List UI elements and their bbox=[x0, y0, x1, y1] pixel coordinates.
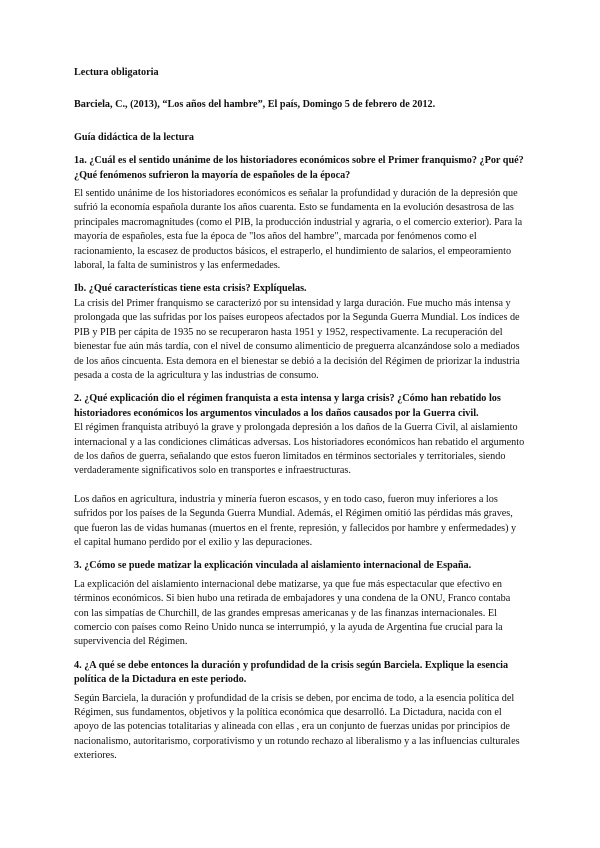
section-1b bbox=[74, 282, 526, 383]
section-2 bbox=[74, 392, 526, 550]
question-2: 2. ¿Qué explicación dio el régimen franquista a esta intensa y larga crisis? ¿Cómo han rebatido los historiadores económicos los argumentos vinculados a los daños causados por la Guerra civil. bbox=[74, 393, 501, 419]
question-3: 3. ¿Cómo se puede matizar la explicación vinculada al aislamiento internacional de España. bbox=[74, 560, 472, 572]
answer-1a: El sentido unánime de los historiadores económicos es señalar la profundidad y duración de la depresión que sufrió la economía española durante los años cuarenta. Esto se fundamenta en la evolución desastrosa de las principales macromagnitudes (como el PIB, la producción industrial y agraria, o el comercio exterior). Para la mayoría de españoles, esta fue la época de "los años del hambre", marcada por fenómenos como el racionamiento, la escasez de productos básicos, el estraperlo, el hundimiento de salarios, el empeoramiento laboral, la falta de suministros y las enfermedades. bbox=[74, 188, 523, 272]
document-page bbox=[74, 66, 526, 764]
question-1b: Ib. ¿Qué características tiene esta crisis? Explíquelas. bbox=[74, 283, 307, 295]
section-4 bbox=[74, 659, 526, 764]
citation: Barciela, C., (2013), “Los años del hambre”, El país, Domingo 5 de febrero de 2012. bbox=[74, 99, 436, 111]
answer-4: Según Barciela, la duración y profundidad de la crisis se deben, por encima de todo, a la esencia política del Régimen, sus fundamentos, objetivos y la política económica que desarrolló. La Dictadura, nacida con el apoyo de las potencias totalitarias y alineada con ellas , era un conjunto de fuerzas unidas por principios de nacionalismo, autoritarismo, corporativismo y un rotundo rechazo al liberalismo y a las influencias culturales exteriores. bbox=[74, 692, 520, 762]
reading-heading: Lectura obligatoria bbox=[74, 67, 159, 78]
section-3 bbox=[74, 559, 526, 649]
question-1a: 1a. ¿Cuál es el sentido unánime de los historiadores económicos sobre el Primer franquismo? ¿Por qué? ¿Qué fenómenos sufrieron la mayoría de españoles de la época? bbox=[74, 155, 524, 181]
question-4: 4. ¿A qué se debe entonces la duración y profundidad de la crisis según Barciela. Explique la esencia política de la Dictadura en este periodo. bbox=[74, 659, 509, 686]
answer-2-paragraph-1: El régimen franquista atribuyó la grave y prolongada depresión a los daños de la Guerra Civil, al aislamiento internacional y a las condiciones climáticas adversas. Los historiadores económicos han rebatido el argumento de los daños de guerra, señalando que estos fueron limitados en términos sectoriales y territoriales, siendo verdaderamente significativos solo en transportes e infraestructuras. bbox=[74, 422, 525, 477]
answer-1b: La crisis del Primer franquismo se caracterizó por su intensidad y larga duración. Fue mucho más intensa y prolongada que las sufridas por los países europeos afectados por la Segunda Guerra Mundial. Los índices de PIB y PIB per cápita de 1935 no se recuperaron hasta 1951 y 1952, respectivamente. La recuperación del bienestar fue aún más tardía, con el nivel de consumo alimenticio de preguerra alcanzándose solo a mediados de los años cincuenta. Esta demora en el bienestar se debió a la decisión del Régimen de priorizar la industria pesada a costa de la agricultura y las industrias de consumo. bbox=[74, 297, 520, 381]
answer-3: La explicación del aislamiento internacional debe matizarse, ya que fue más espectacular que efectivo en términos económicos. Si bien hubo una retirada de embajadores y una condena de la ONU, Franco contaba con las simpatías de Churchill, de las grandes empresas americanas y de las finanzas internacionales. El comercio con países como Reino Unido nunca se interrumpió, y la ayuda de Argentina fue crucial para la supervivencia del Régimen. bbox=[74, 578, 511, 648]
guide-title: Guía didáctica de la lectura bbox=[74, 131, 194, 143]
section-1a bbox=[74, 154, 526, 273]
answer-2-paragraph-2: Los daños en agricultura, industria y minería fueron escasos, y en todo caso, fueron muy inferiores a los sufridos por los países de la Segunda Guerra Mundial. Además, el Régimen omitió las pérdidas más graves, que fueron las de vidas humanas (muertos en el frente, represión, y fallecidos por hambre y enfermedades) y el capital humano perdido por el exilio y las depuraciones. bbox=[74, 493, 517, 548]
